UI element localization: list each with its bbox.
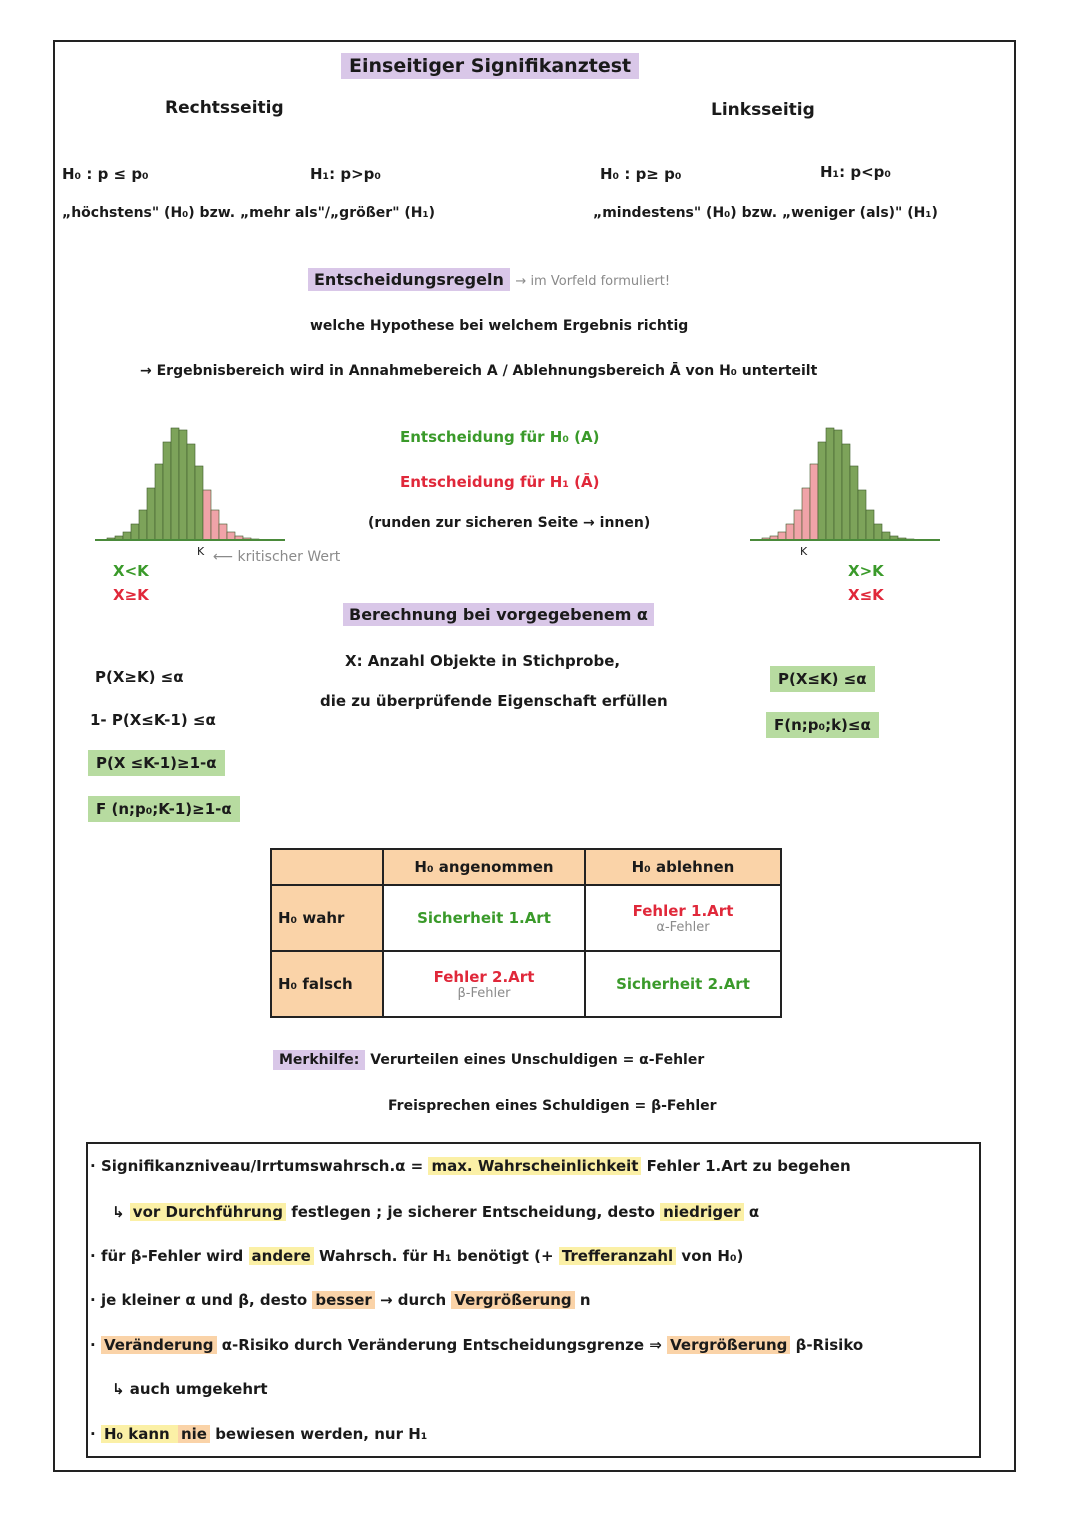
bullet-icon: · bbox=[90, 1425, 96, 1443]
cell-sub: α-Fehler bbox=[656, 919, 710, 935]
note-highlight: H₀ kann bbox=[101, 1425, 178, 1443]
calculation-line1: X: Anzahl Objekte in Stichprobe, bbox=[345, 652, 621, 670]
row-label-h0-true: H₀ wahr bbox=[271, 885, 383, 951]
cell-type1-error bbox=[585, 885, 781, 951]
col-header-accept: H₀ angenommen bbox=[383, 849, 585, 885]
histogram-bar bbox=[866, 510, 874, 540]
rounding-note: (runden zur sicheren Seite → innen) bbox=[368, 515, 651, 531]
cell-confidence-2 bbox=[585, 951, 781, 1017]
histogram-bar bbox=[842, 444, 850, 540]
right-sided-heading: Rechtsseitig bbox=[165, 98, 284, 118]
left-formula-1: P(X≤K) ≤α bbox=[770, 666, 875, 692]
note-highlight: Trefferanzahl bbox=[559, 1247, 676, 1265]
note-h0-proof bbox=[90, 1425, 427, 1443]
note-beta-error bbox=[90, 1247, 743, 1265]
left-formula-2: F(n;p₀;k)≤α bbox=[766, 712, 879, 738]
left-h1: H₁: p<p₀ bbox=[820, 163, 891, 181]
critical-value-arrow bbox=[213, 549, 340, 565]
histogram-bar bbox=[834, 430, 842, 540]
note-significance bbox=[90, 1157, 851, 1175]
left-region-reject: X≤K bbox=[848, 586, 884, 604]
note-text: Wahrsch. für H₁ benötigt (+ bbox=[313, 1247, 559, 1265]
decision-rules-note: → im Vorfeld formuliert! bbox=[515, 274, 671, 289]
decision-rules-line1: welche Hypothese bei welchem Ergebnis richtig bbox=[310, 318, 689, 334]
note-highlight: Veränderung bbox=[101, 1336, 217, 1354]
right-wording: „höchstens" (H₀) bzw. „mehr als"/„größer" (H₁) bbox=[62, 205, 436, 221]
decision-rules-title: Entscheidungsregeln bbox=[308, 268, 510, 291]
right-region-reject: X≥K bbox=[113, 586, 149, 604]
left-sided-histogram bbox=[750, 425, 940, 545]
note-text: bewiesen werden, nur H₁ bbox=[209, 1425, 428, 1443]
note-highlight: max. Wahrscheinlichkeit bbox=[428, 1157, 641, 1175]
decision-h0: Entscheidung für H₀ (A) bbox=[400, 428, 600, 446]
decision-h1: Entscheidung für H₁ (Ā) bbox=[400, 473, 600, 491]
table-row bbox=[271, 951, 781, 1017]
cell-sub: β-Fehler bbox=[457, 985, 511, 1001]
error-table bbox=[270, 848, 782, 1018]
histogram-bar bbox=[131, 524, 139, 540]
histogram-bar bbox=[227, 532, 235, 540]
histogram-bar bbox=[882, 532, 890, 540]
mnemonic-line1 bbox=[273, 1052, 704, 1068]
right-k-label: K bbox=[197, 545, 205, 558]
right-formula-4: F (n;p₀;K-1)≥1-α bbox=[88, 796, 240, 822]
histogram-bar bbox=[874, 524, 882, 540]
histogram-bar bbox=[219, 524, 227, 540]
mnemonic-text-1: Verurteilen eines Unschuldigen = α-Fehler bbox=[370, 1052, 705, 1068]
note-before-test bbox=[112, 1203, 759, 1221]
table-corner-cell bbox=[271, 849, 383, 885]
cell-main: Fehler 1.Art bbox=[632, 901, 734, 920]
histogram-bar bbox=[818, 442, 826, 540]
right-formula-2: 1- P(X≤K-1) ≤α bbox=[90, 711, 216, 729]
histogram-bar bbox=[794, 510, 802, 540]
note-highlight: andere bbox=[249, 1247, 314, 1265]
row-label-h0-false: H₀ falsch bbox=[271, 951, 383, 1017]
note-highlight: niedriger bbox=[660, 1203, 744, 1221]
cell-type2-error bbox=[383, 951, 585, 1017]
right-h1: H₁: p>p₀ bbox=[310, 165, 381, 183]
histogram-bar bbox=[826, 428, 834, 540]
histogram-bar bbox=[179, 430, 187, 540]
left-k-label: K bbox=[800, 545, 808, 558]
note-highlight: Vergrößerung bbox=[667, 1336, 790, 1354]
right-formula-1: P(X≥K) ≤α bbox=[95, 668, 184, 686]
note-highlight: vor Durchführung bbox=[130, 1203, 286, 1221]
histogram-bar bbox=[850, 466, 858, 540]
decision-rules-heading bbox=[308, 270, 670, 289]
histogram-bar bbox=[187, 444, 195, 540]
note-text: ↳ bbox=[112, 1203, 130, 1221]
histogram-bar bbox=[139, 510, 147, 540]
left-wording: „mindestens" (H₀) bzw. „weniger (als)" (H₁) bbox=[593, 205, 938, 221]
critical-value-label: kritischer Wert bbox=[237, 549, 341, 565]
bullet-icon: · bbox=[90, 1247, 96, 1265]
decision-rules-line2: → Ergebnisbereich wird in Annahmebereich A / Ablehnungsbereich Ā von H₀ unterteilt bbox=[140, 363, 818, 379]
histogram-bar bbox=[778, 532, 786, 540]
note-text: α-Risiko durch Veränderung Entscheidungsgrenze ⇒ bbox=[216, 1336, 668, 1354]
histogram-bar bbox=[203, 490, 211, 540]
mnemonic-line2: Freisprechen eines Schuldigen = β-Fehler bbox=[388, 1098, 717, 1114]
arrow-left-icon: ⟵ bbox=[213, 549, 238, 565]
note-highlight: besser bbox=[312, 1291, 374, 1309]
left-region-accept: X>K bbox=[848, 562, 884, 580]
right-region-accept: X<K bbox=[113, 562, 149, 580]
note-text: n bbox=[574, 1291, 591, 1309]
histogram-bar bbox=[155, 464, 163, 540]
note-highlight: Vergrößerung bbox=[451, 1291, 574, 1309]
bullet-icon: · bbox=[90, 1157, 96, 1175]
histogram-bar bbox=[858, 490, 866, 540]
note-text: für β-Fehler wird bbox=[100, 1247, 249, 1265]
mnemonic-label: Merkhilfe: bbox=[273, 1050, 365, 1070]
col-header-reject: H₀ ablehnen bbox=[585, 849, 781, 885]
histogram-bar bbox=[147, 488, 155, 540]
histogram-bar bbox=[211, 510, 219, 540]
cell-main: Sicherheit 1.Art bbox=[417, 909, 551, 927]
histogram-bar bbox=[786, 524, 794, 540]
left-sided-heading: Linksseitig bbox=[711, 100, 815, 120]
note-text: je kleiner α und β, desto bbox=[100, 1291, 313, 1309]
note-text: α bbox=[743, 1203, 760, 1221]
note-text: von H₀) bbox=[676, 1247, 744, 1265]
histogram-bar bbox=[810, 464, 818, 540]
table-header-row bbox=[271, 849, 781, 885]
bullet-icon: · bbox=[90, 1291, 96, 1309]
note-risk-change bbox=[90, 1336, 863, 1354]
cell-main: Fehler 2.Art bbox=[433, 967, 535, 986]
calculation-line2: die zu überprüfende Eigenschaft erfüllen bbox=[320, 692, 668, 710]
bullet-icon: · bbox=[90, 1336, 96, 1354]
calculation-heading: Berechnung bei vorgegebenem α bbox=[343, 603, 654, 626]
left-h0: H₀ : p≥ p₀ bbox=[600, 165, 682, 183]
note-highlight: nie bbox=[178, 1425, 210, 1443]
page-title: Einseitiger Signifikanztest bbox=[341, 53, 639, 79]
cell-main: Sicherheit 2.Art bbox=[616, 975, 750, 993]
histogram-bar bbox=[802, 488, 810, 540]
note-text: Fehler 1.Art zu begehen bbox=[641, 1157, 851, 1175]
note-text: → durch bbox=[374, 1291, 452, 1309]
note-text: Signifikanzniveau/Irrtumswahrsch.α = bbox=[100, 1157, 429, 1175]
histogram-bar bbox=[195, 466, 203, 540]
histogram-bar bbox=[171, 428, 179, 540]
histogram-bar bbox=[123, 532, 131, 540]
note-vice-versa: ↳ auch umgekehrt bbox=[112, 1380, 268, 1398]
right-formula-3: P(X ≤K-1)≥1-α bbox=[88, 750, 225, 776]
right-h0: H₀ : p ≤ p₀ bbox=[62, 165, 149, 183]
note-text: β-Risiko bbox=[790, 1336, 864, 1354]
histogram-bar bbox=[163, 442, 171, 540]
note-text: festlegen ; je sicherer Entscheidung, desto bbox=[285, 1203, 661, 1221]
note-smaller-better bbox=[90, 1291, 591, 1309]
table-row bbox=[271, 885, 781, 951]
cell-confidence-1 bbox=[383, 885, 585, 951]
right-sided-histogram bbox=[95, 425, 285, 545]
